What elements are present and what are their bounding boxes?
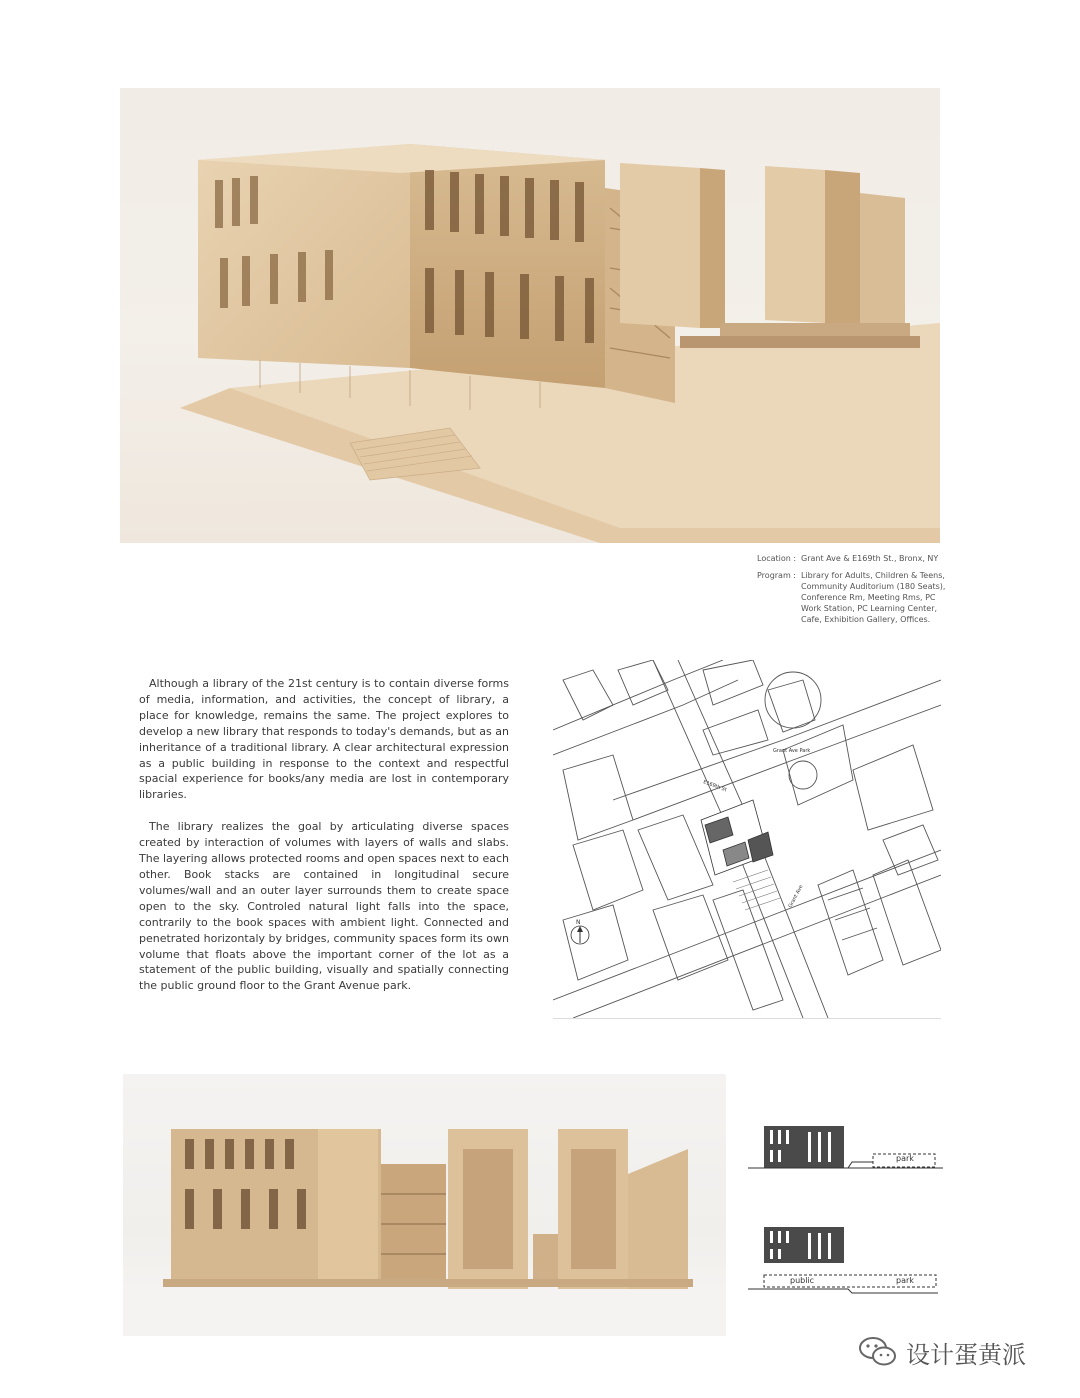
street-label-grant-ave: Grant Ave xyxy=(787,884,805,909)
diagram-2-park-label: park xyxy=(896,1276,914,1285)
watermark-text: 设计蛋黄派 xyxy=(906,1340,1026,1369)
project-description xyxy=(139,676,509,1010)
project-info xyxy=(757,553,957,631)
wechat-watermark xyxy=(858,1334,1026,1370)
street-label-e169th: E169th St xyxy=(702,779,728,794)
program-value: Library for Adults, Children & Teens, Community Auditorium (180 Seats), Conference Rm, Meeting Rms, PC Work Station, PC Learning Center, Cafe, Exhibition Gallery, Offices. xyxy=(801,571,946,624)
diagram-2-public-label: public xyxy=(790,1276,815,1285)
north-arrow-icon xyxy=(571,926,589,944)
north-label: N xyxy=(576,919,581,926)
location-label: Location : xyxy=(757,554,797,563)
section-diagram-1-drawing xyxy=(748,1122,948,1192)
wechat-icon xyxy=(858,1335,898,1369)
description-paragraph-1: Although a library of the 21st century is to contain diverse forms of media, information, and activities, the concept of library, a place for knowledge, remains the same. The project explores to develop a new library that responds to today's demands, but as an inheritance of a traditional library. A clear architectural expression as a public building in response to the context and respectful spacial experience for books/any media are lost in contemporary libraries. xyxy=(139,677,509,802)
site-plan-drawing xyxy=(553,660,941,1018)
section-diagram-public-park xyxy=(748,1225,948,1295)
location-row xyxy=(757,553,957,564)
location-value: Grant Ave & E169th St., Bronx, NY xyxy=(801,554,939,563)
program-row xyxy=(757,570,957,625)
site-plan-map xyxy=(553,660,941,1019)
architectural-model-perspective xyxy=(120,88,940,543)
program-label: Program : xyxy=(757,571,796,580)
architectural-model-elevation xyxy=(123,1074,726,1336)
model-photo-top xyxy=(120,88,940,543)
diagram-1-park-label: park xyxy=(896,1154,914,1163)
section-diagram-2-drawing xyxy=(748,1225,948,1295)
description-paragraph-2: The library realizes the goal by articulating diverse spaces created by interaction of volumes with layers of walls and slabs. The layering allows protected rooms and open spaces next to each other. Book stacks are contained in longitudinal secure volumes/wall and an outer layer surrounds them to create space open to the sky. Controled natural light falls into the space, contrarily to the book spaces with ambient light. Connected and penetrated horizontaly by bridges, community spaces form its own volume that floats above the important corner of the lot as a statement of the public building, visually and spatially connecting the public ground floor to the Grant Avenue park. xyxy=(139,820,509,993)
model-photo-elevation xyxy=(123,1074,726,1336)
park-label: Grant Ave Park xyxy=(773,748,811,754)
section-diagram-park xyxy=(748,1122,948,1192)
